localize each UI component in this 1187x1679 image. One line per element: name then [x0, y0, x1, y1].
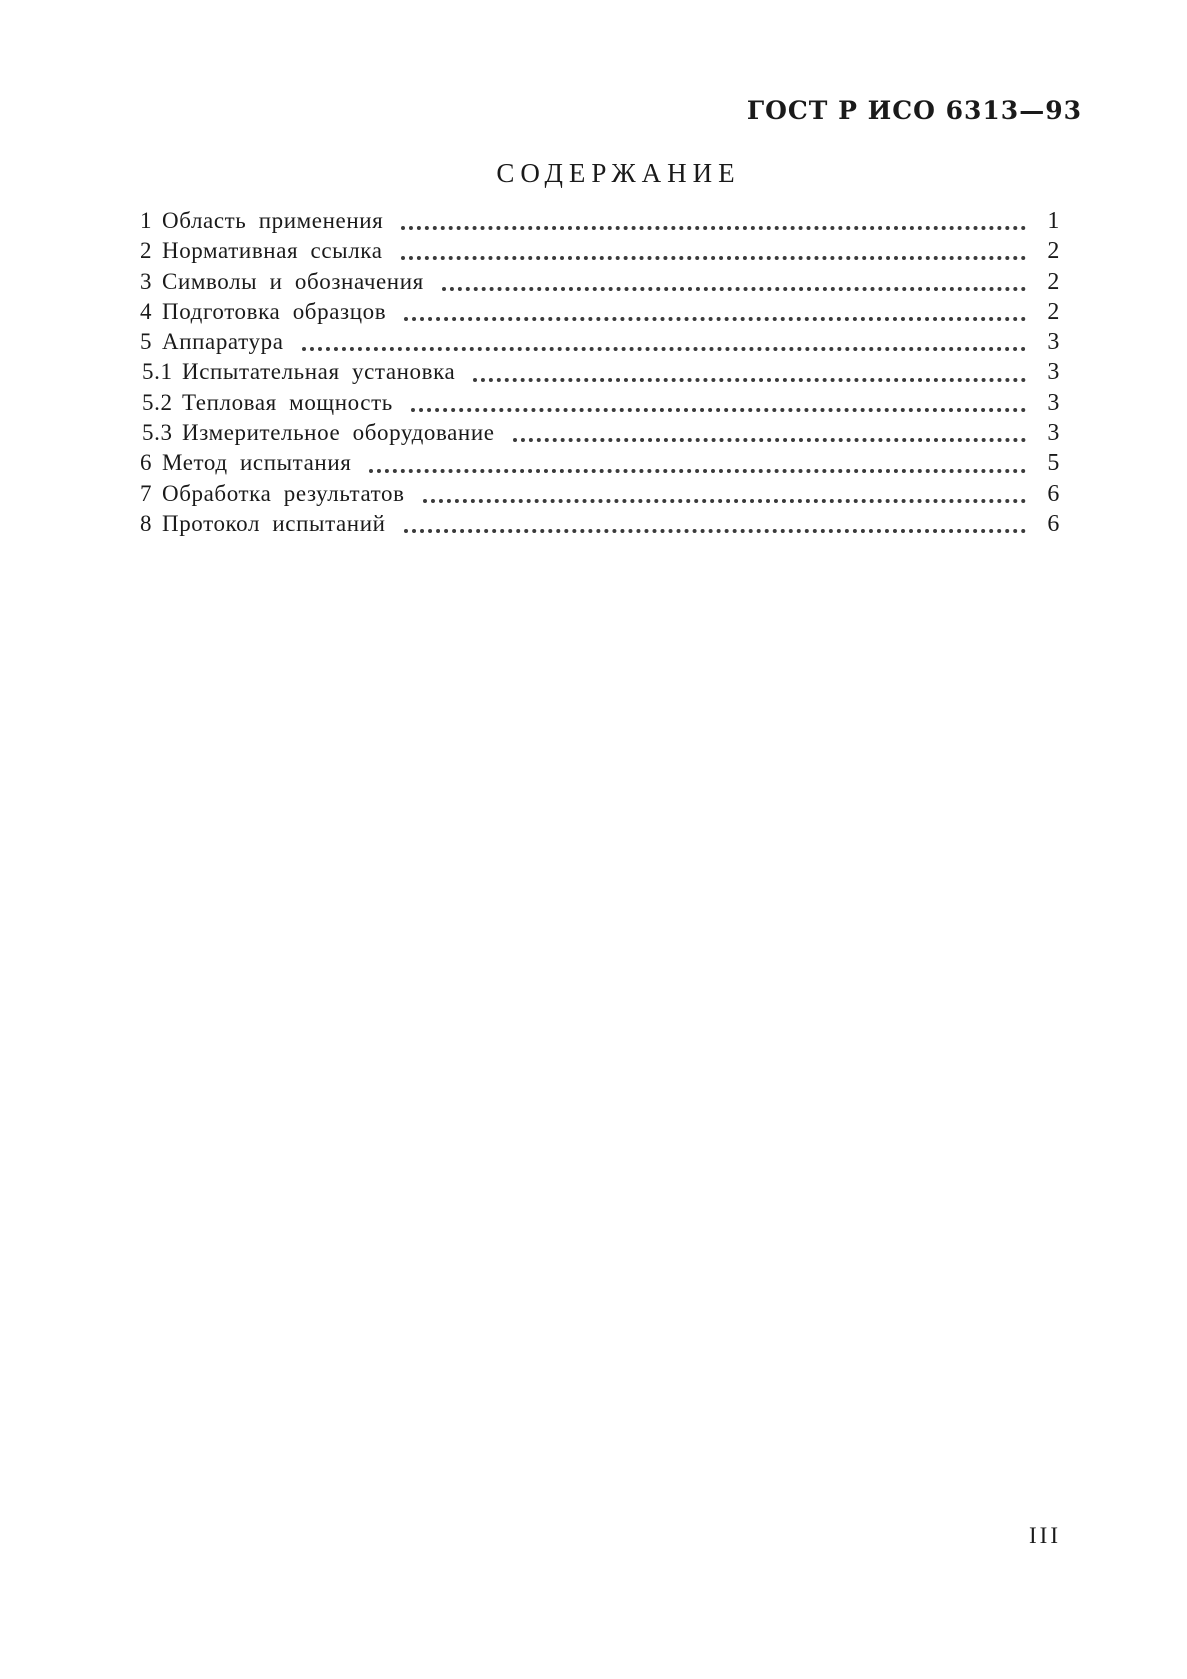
toc-entry-label: Символы и обозначения	[162, 268, 424, 294]
dot-leader	[442, 287, 1026, 291]
page-number: III	[1029, 1523, 1061, 1548]
dot-leader	[302, 347, 1026, 351]
toc-entry[interactable]	[140, 269, 1060, 299]
toc-entry[interactable]	[140, 481, 1060, 511]
toc-entry-page: 6	[1047, 510, 1060, 537]
toc-entry-label: Тепловая мощность	[182, 389, 393, 415]
toc-entry-page: 3	[1047, 420, 1060, 447]
toc-entry-number: 3	[140, 268, 153, 294]
toc-entry-number: 8	[140, 510, 153, 536]
toc-entry-label: Нормативная ссылка	[162, 238, 383, 264]
toc-entry-label: Протокол испытаний	[162, 510, 386, 536]
dot-leader	[401, 256, 1026, 260]
toc-entry[interactable]	[140, 511, 1060, 541]
toc-entry-page: 5	[1047, 450, 1060, 477]
toc-entry-page: 3	[1047, 329, 1060, 356]
toc-entry-number: 4	[140, 298, 153, 324]
toc-entry-page: 3	[1047, 389, 1060, 416]
toc-entry-page: 1	[1047, 208, 1060, 234]
toc-entry-label: Испытательная установка	[182, 359, 456, 385]
toc-entry[interactable]	[140, 238, 1060, 268]
toc-entry-number: 5	[140, 329, 153, 355]
toc-entry-number: 5.3	[142, 420, 173, 446]
dot-leader	[513, 438, 1026, 442]
toc-entry-page: 2	[1047, 268, 1060, 295]
toc-entry-label: Обработка результатов	[162, 480, 405, 506]
toc-entry-page: 2	[1047, 298, 1060, 325]
toc-entry-page: 6	[1047, 480, 1060, 507]
dot-leader	[404, 317, 1026, 321]
toc-entry-number: 5.1	[142, 359, 173, 385]
toc-entry[interactable]	[140, 329, 1060, 359]
dot-leader	[404, 529, 1026, 533]
toc-entry-page: 3	[1047, 359, 1060, 386]
toc-entry-page: 2	[1047, 238, 1060, 265]
toc-entry-number: 6	[140, 450, 153, 476]
toc-subentry[interactable]	[140, 359, 1060, 389]
toc-entry[interactable]	[140, 208, 1060, 238]
toc-entry-number: 1	[140, 208, 153, 233]
toc-entry-number: 5.2	[142, 389, 173, 415]
toc-entry-label: Аппаратура	[162, 329, 284, 355]
toc-subentry[interactable]	[140, 390, 1060, 420]
toc-entry-label: Метод испытания	[162, 450, 352, 476]
dot-leader	[401, 226, 1026, 230]
dot-leader	[473, 378, 1026, 382]
dot-leader	[411, 408, 1026, 412]
toc-entry-number: 2	[140, 238, 153, 264]
toc-subentry[interactable]	[140, 420, 1060, 450]
dot-leader	[423, 499, 1026, 503]
toc-entry-label: Подготовка образцов	[162, 298, 387, 324]
toc-entry-label: Область применения	[162, 208, 384, 233]
toc-entry[interactable]	[140, 450, 1060, 480]
toc-entry[interactable]	[140, 299, 1060, 329]
toc-entry-number: 7	[140, 480, 153, 506]
toc-entry-label: Измерительное оборудование	[182, 420, 495, 446]
dot-leader	[369, 469, 1026, 473]
table-of-contents	[140, 208, 1060, 541]
toc-title: СОДЕРЖАНИЕ	[496, 158, 741, 188]
document-code: ГОСТ Р ИСО 6313—93	[746, 96, 1082, 125]
